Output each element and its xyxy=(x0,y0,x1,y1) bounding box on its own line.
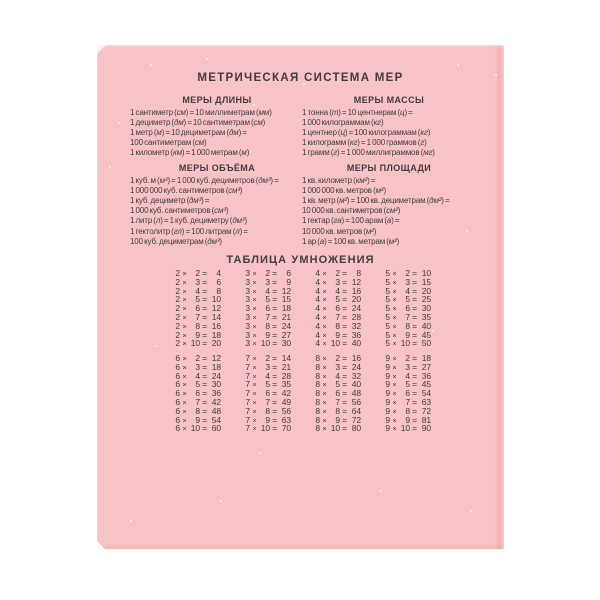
measure-line: 1 метр (м) = 10 дециметрам (дм) = xyxy=(130,127,247,137)
mult-row: 7 × 8 = 56 xyxy=(245,405,291,416)
mult-row: 4 × 8 = 32 xyxy=(315,320,361,331)
measure-line: 1 кв. метр (м²) = 100 кв. дециметрам (дм²) = xyxy=(302,195,450,205)
speckle xyxy=(380,490,382,492)
mult-row: 2 × 7 = 14 xyxy=(175,311,221,322)
page-title: МЕТРИЧЕСКАЯ СИСТЕМА МЕР xyxy=(197,72,404,84)
mult-row: 3 × 2 = 6 xyxy=(245,268,291,278)
mult-column-9 xyxy=(384,354,435,433)
mult-row: 9 × 4 = 36 xyxy=(385,370,431,381)
section-length xyxy=(130,95,304,159)
measure-line: 1 000 000 кв. метров (м²) xyxy=(302,185,386,195)
measure-line: 1 гектар (га) = 100 арам (а) = xyxy=(302,216,400,226)
mult-row: 4 × 6 = 24 xyxy=(315,303,361,314)
multiplication-table-title: ТАБЛИЦА УМНОЖЕНИЯ xyxy=(226,254,375,266)
section-mass xyxy=(302,95,476,159)
measure-line: 100 сантиметрам (см) xyxy=(130,138,207,148)
multiplication-block-2-5 xyxy=(174,269,435,348)
mult-row: 5 × 7 = 35 xyxy=(385,311,431,322)
mult-row: 4 × 5 = 20 xyxy=(315,294,361,305)
mult-row: 3 × 3 = 9 xyxy=(245,276,291,287)
mult-row: 4 × 3 = 12 xyxy=(315,276,361,287)
mult-row: 8 × 4 = 32 xyxy=(315,370,361,381)
mult-row: 8 × 3 = 24 xyxy=(315,361,361,372)
mult-row: 3 × 6 = 18 xyxy=(245,303,291,314)
mult-row: 3 × 7 = 21 xyxy=(245,311,291,322)
mult-row: 5 × 8 = 40 xyxy=(385,320,431,331)
measure-line: 1 гектолитр (гл) = 100 литрам (л) = xyxy=(130,226,248,236)
measure-line: 1 ар (а) = 100 кв. метрам (м²) xyxy=(302,236,400,246)
measure-line: 1 килограмм (кг) = 1 000 граммов (г) xyxy=(302,138,427,148)
speckle xyxy=(150,64,152,66)
section-heading-area: МЕРЫ ПЛОЩАДИ xyxy=(346,163,432,173)
mult-row: 2 × 6 = 12 xyxy=(175,303,221,314)
multiplication-block-6-9 xyxy=(174,354,435,433)
speckle xyxy=(259,452,261,454)
mult-row: 5 × 5 = 25 xyxy=(385,294,431,305)
section-heading-mass: МЕРЫ МАССЫ xyxy=(353,95,425,105)
mult-row: 8 × 10 = 80 xyxy=(315,423,361,434)
speckle xyxy=(118,122,120,124)
section-lines-volume xyxy=(130,176,304,247)
mult-row: 9 × 7 = 63 xyxy=(385,396,431,407)
mult-row: 7 × 10 = 70 xyxy=(245,423,291,434)
measure-line: 1 грамм (г) = 1 000 миллиграммов (мг) xyxy=(302,148,435,158)
mult-row: 7 × 6 = 42 xyxy=(245,388,291,399)
section-heading-volume: МЕРЫ ОБЪЁМА xyxy=(178,163,256,173)
measure-line: 1 литр (л) = 1 куб. дециметру (дм³) xyxy=(130,216,247,226)
measure-line: 10 000 кв. сантиметров (см²) xyxy=(302,206,401,216)
mult-row: 6 × 2 = 12 xyxy=(175,353,221,363)
measure-line: 1 сантиметр (см) = 10 миллиметрам (мм) xyxy=(130,107,272,117)
mult-row: 4 × 7 = 28 xyxy=(315,311,361,322)
speckle xyxy=(206,58,208,60)
measure-line: 1 дециметр (дм) = 10 сантиметрам (см) xyxy=(130,117,266,127)
mult-row: 5 × 4 = 20 xyxy=(385,285,431,296)
mult-row: 7 × 2 = 14 xyxy=(245,353,291,363)
mult-row: 9 × 6 = 54 xyxy=(385,388,431,399)
mult-row: 3 × 9 = 27 xyxy=(245,329,291,340)
mult-row: 6 × 10 = 60 xyxy=(175,423,221,434)
speckle xyxy=(155,345,157,347)
mult-column-4 xyxy=(314,269,365,348)
mult-row: 3 × 5 = 15 xyxy=(245,294,291,305)
mult-row: 6 × 5 = 30 xyxy=(175,379,221,390)
mult-row: 8 × 6 = 48 xyxy=(315,388,361,399)
mult-row: 6 × 4 = 24 xyxy=(175,370,221,381)
mult-row: 8 × 2 = 16 xyxy=(315,353,361,363)
measure-line: 1 куб. м (м³) = 1 000 куб. дециметров (дм³) = xyxy=(130,175,279,185)
section-lines-mass xyxy=(302,108,476,159)
mult-row: 6 × 8 = 48 xyxy=(175,405,221,416)
speckle xyxy=(457,64,459,66)
mult-row: 4 × 2 = 8 xyxy=(315,268,361,278)
mult-row: 2 × 10 = 20 xyxy=(175,338,221,349)
mult-row: 5 × 3 = 15 xyxy=(385,276,431,287)
mult-column-5 xyxy=(384,269,435,348)
measure-line: 1 тонна (т) = 10 центнерам (ц) = xyxy=(302,107,413,117)
speckle xyxy=(220,500,222,502)
mult-row: 9 × 3 = 27 xyxy=(385,361,431,372)
mult-row: 2 × 3 = 6 xyxy=(175,276,221,287)
measure-line: 1 центнер (ц) = 100 килограммам (кг) xyxy=(302,127,431,137)
mult-row: 7 × 9 = 63 xyxy=(245,414,291,425)
measure-line: 1 000 килограммам (кг) xyxy=(302,117,384,127)
measure-line: 100 куб. дециметрам (дм³) xyxy=(130,236,222,246)
mult-row: 2 × 8 = 16 xyxy=(175,320,221,331)
mult-column-7 xyxy=(244,354,295,433)
mult-row: 3 × 10 = 30 xyxy=(245,338,291,349)
section-lines-length xyxy=(130,108,304,159)
measure-line: 1 куб. дециметр (дм³) = xyxy=(130,195,210,205)
mult-column-2 xyxy=(174,269,225,348)
mult-column-6 xyxy=(174,354,225,433)
measure-line: 10 000 кв. метров (м²) xyxy=(302,226,377,236)
mult-row: 9 × 10 = 90 xyxy=(385,423,431,434)
notebook-back-cover xyxy=(97,45,504,549)
mult-column-8 xyxy=(314,354,365,433)
section-lines-area xyxy=(302,176,476,247)
measure-line: 1 000 куб. сантиметров (см³) xyxy=(130,206,229,216)
mult-row: 3 × 4 = 12 xyxy=(245,285,291,296)
mult-row: 4 × 4 = 16 xyxy=(315,285,361,296)
mult-row: 2 × 5 = 10 xyxy=(175,294,221,305)
mult-row: 8 × 8 = 64 xyxy=(315,405,361,416)
mult-row: 6 × 6 = 36 xyxy=(175,388,221,399)
mult-row: 6 × 3 = 18 xyxy=(175,361,221,372)
mult-row: 5 × 10 = 50 xyxy=(385,338,431,349)
mult-row: 4 × 10 = 40 xyxy=(315,338,361,349)
section-area xyxy=(302,163,476,247)
mult-row: 5 × 6 = 30 xyxy=(385,303,431,314)
corner-highlight-top-left xyxy=(97,45,106,54)
mult-row: 9 × 2 = 18 xyxy=(385,353,431,363)
speckle xyxy=(109,166,111,168)
measure-line: 1 километр (км) = 1 000 метрам (м) xyxy=(130,148,250,158)
corner-highlight-bottom-left xyxy=(97,541,105,549)
mult-row: 8 × 9 = 72 xyxy=(315,414,361,425)
mult-row: 7 × 7 = 49 xyxy=(245,396,291,407)
speckle xyxy=(130,520,132,522)
mult-row: 6 × 7 = 42 xyxy=(175,396,221,407)
mult-row: 7 × 5 = 35 xyxy=(245,379,291,390)
mult-row: 4 × 9 = 36 xyxy=(315,329,361,340)
mult-row: 8 × 5 = 40 xyxy=(315,379,361,390)
mult-row: 9 × 8 = 72 xyxy=(385,405,431,416)
mult-row: 2 × 9 = 18 xyxy=(175,329,221,340)
mult-row: 8 × 7 = 56 xyxy=(315,396,361,407)
speckle xyxy=(470,510,472,512)
mult-row: 5 × 9 = 45 xyxy=(385,329,431,340)
section-heading-length: МЕРЫ ДЛИНЫ xyxy=(182,95,252,105)
measure-line: 1 кв. километр (км²) = xyxy=(302,175,376,185)
mult-row: 7 × 3 = 21 xyxy=(245,361,291,372)
mult-row: 5 × 2 = 10 xyxy=(385,268,431,278)
mult-row: 9 × 5 = 45 xyxy=(385,379,431,390)
mult-row: 9 × 9 = 81 xyxy=(385,414,431,425)
mult-column-3 xyxy=(244,269,295,348)
section-volume xyxy=(130,163,304,247)
mult-row: 3 × 8 = 24 xyxy=(245,320,291,331)
mult-row: 2 × 4 = 8 xyxy=(175,285,221,296)
mult-row: 6 × 9 = 54 xyxy=(175,414,221,425)
mult-row: 2 × 2 = 4 xyxy=(175,268,221,278)
mult-row: 7 × 4 = 28 xyxy=(245,370,291,381)
measure-line: 1 000 000 куб. сантиметров (см³) xyxy=(130,185,243,195)
